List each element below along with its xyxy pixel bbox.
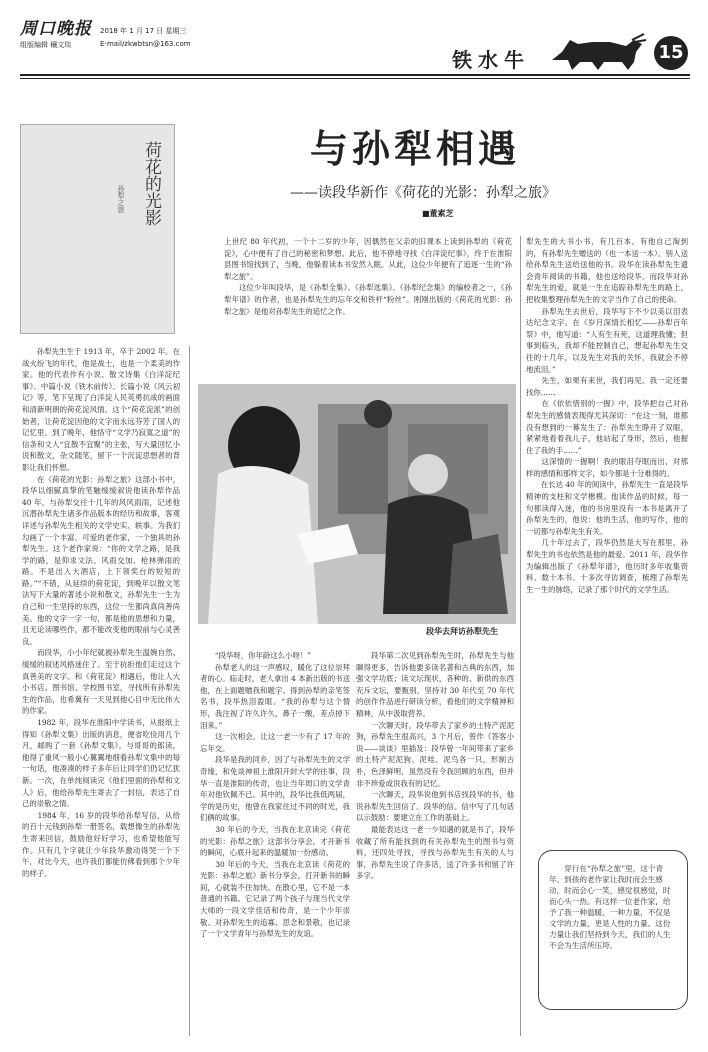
article-photo <box>198 384 516 624</box>
page-number: 15 <box>654 36 688 70</box>
article-subtitle: ——读段华新作《荷花的光影：孙犁之旅》 <box>290 185 556 201</box>
photo-illustration <box>198 384 516 624</box>
header-rule-thin <box>20 78 690 79</box>
article-column-left: 孙犁先生生于 1913 年，卒于 2002 年。在战火纷飞的年代，他是战士，也是一个柔美的作家。他的代表作有小说、散文诗集《白洋淀纪事》、中篇小说《铁木前传》、长篇小说《风云初记》等，笔下呈现了白洋淀人民英勇抗战的画面和清新明朗的荷花淀风情。这个“荷花淀派”的创始者，让荷花淀因他的文字而永远芬芳了国人的记忆里。到了晚年，他恪守“文学乃寂寞之道”的信条和文人“宜散不宜聚”的主张，写大量回忆小说和散文，杂文随笔，留下一个沉淀思想者的背影让我们怀想。 在《荷花的光影：孙犁之旅》这部小书中，段华以细腻真挚的笔触缓缓叙说他读孙犁作品 40 年，与孙犁交往十几年的风风雨雨，记述他沉潜孙犁先生诸多作品版本的经历和故事，客观详述与孙犁先生相关的文学史实、轶事。为我们勾画了一个丰富、可爱的老作家，一个独具的孙犁先生。这个老作家说：“你的文学之路，是我学的路，是仰求文法、风雨交加、枪林弹雨的路。不是出入大酒店，上下领奖台的短短的路。”“不错，从延续的荷花淀，到晚年以散文笔法写下大量的著述小说和散文，孙犁先生一生为自己和一生坚持的东西，这位一生都尚真尚善尚美。他的文字一字一句，都是他的思想和力量，且无论读哪些作，都不能改变他的眼前与心灵善良。 而段华，小小年纪就被孙犁先生温婉自然、缓缓的叙述风格迷住了。至于抗拒他们走过这个真善美的文字。和《荷花淀》相遇后，他让人大小书店、图书馆、学校图书室，寻找所有孙犁先生的作品，也希冀有一天见到他心目中无比伟大的作家。 1982 年，段华在淮阳中学读书，从报纸上得知《孙犁文集》出版的消息，便省吃俭用几个月，邮购了一套《孙犁文集》。与哥哥的郎读，他得了重风一般小心翼翼地细看孙犁文集中的每一句话，他凑凑的样子多年后让同学们仍记忆犹新。一次，在单纯阅读完《他们里面的孙犁和文人》后，他给孙犁先生寄去了一封信，表达了自己的崇敬之情。 1984 年，16 岁的段华给孙犁写信，从给的百十元钱到孙犁一册签名，载想像生的孙犁先生寄来回信，鼓励他好好学习，也希望他能写作。只有几个字就让少年段华激动得哭一个下午，对比今天，也许我们都能仿佛看到那个少年的样子。 <box>22 347 180 878</box>
article-column-middle-1: “段华呀，你年龄这么小呀！” 孙犁老人的这一声感叹，暖化了这位崇拜者的心。临走时，老人拿出 4 本新出版的书送他，在上面题赠我和题字。得到孙犁的亲笔签名书，段华热泪盈眶。“我的孙犁与这个情形，我注视了许久许久，鼻子一酸，差点掉下泪来。” 这一次相会，让这一老一少有了 17 年的忘年交。 段华是我的同乡，因了与孙犁先生的文学奇缘，和免谈神祖上淮阳开封大学的往事，段华一直是淮阳的传奇，也让当年周口的文学青年对他钦佩不已。其中的，段华比我低两届，学的是历史，他曾在我家住过不同的时光，我们俩的故事。 30 年后的今天，当我在北京读完《荷花的光影：孙犁之旅》这部书分享会，才开新书的瞬间，心底升起来的温暖加一份感动。 30 年后的今天，当我在北京读《荷花的光影：孙犁之旅》新书分享会，打开新书的瞬间，心就装不住加快。在散心里，它不是一本普通的书籍。它记录了两个孩子与现当代文学大师的一段文学佳话和传奇，是一个少年崇敬、对孙犁先生的追寡、思念和景敬，也记录了一个文学青年与孙犁先生的友谊。 <box>200 651 350 939</box>
pull-quote-box: 穿行在“孙犁之旅”里，这个青年、到孩的老作家让我时而会生感动，时而会心一笑，感觉很感觉，时而心头一热。有这样一位老作家，给予了我一种温暖、一种力量，不仅是文学的力量，更是人性的力量。这份力量让我们坚持到今天，我们的人生不会为生活所压垮。 <box>538 850 688 1010</box>
section-title: 铁水牛 <box>452 48 530 72</box>
newspaper-masthead: 周口晚报 <box>20 19 92 39</box>
header-rule <box>20 74 690 76</box>
column-divider <box>520 236 521 1036</box>
bull-icon <box>548 30 648 72</box>
article-title: 与孙犁相遇 <box>309 126 520 171</box>
book-cover <box>20 124 175 334</box>
article-column-middle-2: 段华第二次见到孙犁先生时，孙犁先生与他聊得更多，告诉他要多读名著和古典的东西，加强文学功底；读文坛现状，各种的、新供的东西充斥文坛，要甄别，坚持对 30 年代至 70 年代的创作作品进行研读分析，看他们的文学精神和精神，从中汲取营养。 一次聊天时，段华带去了家乡的土特产泥泥狗，孙犁先生很高兴，3 个月后，曾作《答客小说——谈谈》里插及：段华曾一年间带来了家乡的土特产泥泥狗、泥哇、泥鸟各一只，形制古朴，色泽鲜明，虽然没有令我回顾的东西，但并非不珍爱或说我有的记忆。 一次聊天，段华说他到书店找段华的书，他说孙犁先生回信了。段华的信。信中写了几句话以示鼓励：要建立在工作的基础上。 最能表达这一老一少知遇的就是书了，段华收藏了所有能找到的有关孙犁先生的图书与资料，还四处寻找，寻找与孙犁先生有关的人与事，孙犁先生说了许多话，送了许多书和留了许多字。 <box>356 651 514 881</box>
cover-subtitle: 孙犁之旅 <box>117 185 125 213</box>
cover-title: 荷花的光影 <box>141 141 161 226</box>
layout-editor: 组版编辑 穰文琰 <box>20 41 72 49</box>
article-column-right: 犁先生的大书小书，有几百本。有他自己淘到的，有孙犁先生赠送的（也一本送一本）。别人送给孙犁先生送给送他的书。段华在读孙犁先生遗会青年阅读的书籍，他也送给段华。而段华对孙犁先生的爱，就是一生在追踪孙犁先生的路上，把收集整理孙犁先生的文字当作了自己的使命。 孙犁先生去世后，段华写下不少以美以泪表达纪念文字。在《岁月深情长相忆——孙犁百年祭》中，他写道：“人有生有死，这道理我懂；但事到临头，我却不能控制自己，想起孙犁先生交往的十几年，以及先生对我的关怀，我就会不停地流泪。” 先生，如果有来世，我们再见。我一定还要找你…… 在《依依惜别的一握》中，段华把自己对孙犁先生的感情表现得尤其深切：“在这一刻，谁都没有想到的一幕发生了：孙犁先生睁开了双眼，紧紧地看着我儿子，他站起了身形，然后，他握住了我的手……” 这深情的一握啊！我的眼泪夺眶而出，对那样的感情和那样文字，如今都是十分难得的。 在长达 40 年的阅读中，孙犁先生一直是段华精神的支柱和文学楷模。他读作品的时候，每一句都读得入迷，他的书房里没有一本书是离开了孙犁先生的，他说：他的生活，他的写作，他的一切都与孙犁先生有关。 几十年过去了，段华仍然是大写在那里，孙犁先生的书也依然是他的最爱。2011 年，段华作为编辑出版了《孙犁年谱》，他历时多年收集资料、数十本书、十多次寻访调查，梳理了孙犁先生一生的脉络，记录了那个时代的文学生活。 <box>526 237 688 594</box>
article-lead: 上世纪 80 年代初，一个十二岁的少年，因偶然在父亲的旧课本上读到孙犁的《荷花淀》，心中便有了自己的秘密和梦想。此后，他不停地寻找《白洋淀纪事》，终于在淮阳县图书馆找到了，当晚，他躲着读本书安然入眠。从此，这位少年便有了追逐一生的“孙犁之旅”。 这位少年叫段华，是《孙犁全集》、《孙犁选集》、《孙犁纪念集》的编校者之一，《孙犁年谱》的作者，也是孙犁先生的忘年交和铁杆“粉丝”。刚刚出版的《荷花的光影：孙犁之旅》是他对孙犁先生的追忆之作。 <box>224 237 512 316</box>
dateline: 2018 年 1 月 17 日 星期三 <box>100 27 187 35</box>
article-author: ■董素芝 <box>422 208 454 218</box>
column-divider <box>189 346 190 1036</box>
editor-email: E-mail/zkwbtsn@163.com <box>100 40 191 48</box>
photo-caption: 段华去拜访孙犁先生 <box>426 626 498 636</box>
